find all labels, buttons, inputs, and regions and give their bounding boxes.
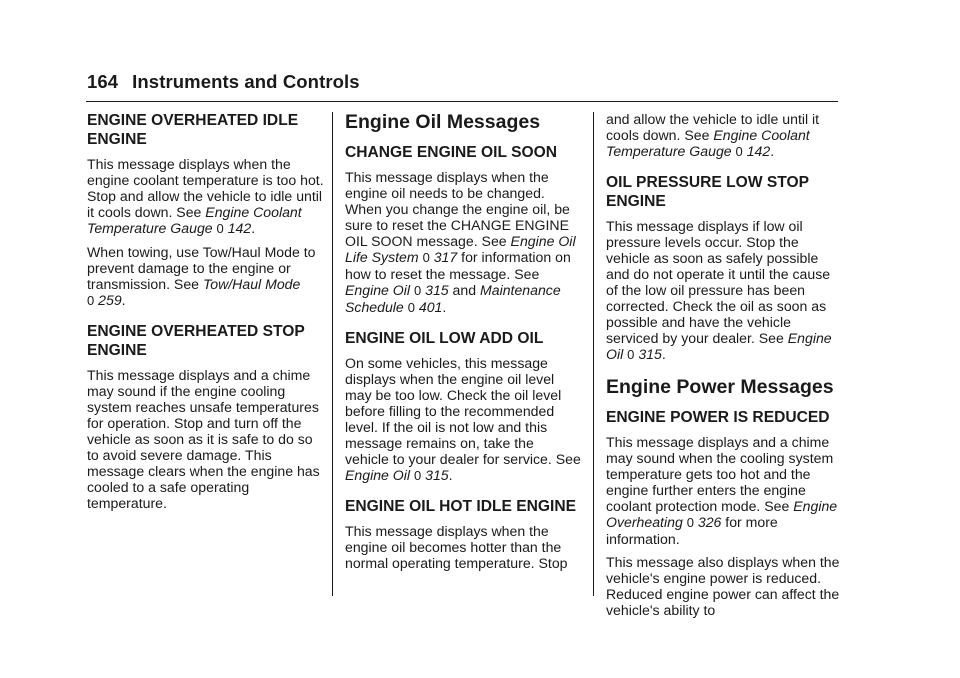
page-reference[interactable]: 142	[227, 220, 252, 236]
cross-reference-link[interactable]: Engine Coolant Temperature Gauge	[606, 127, 810, 159]
page-ref-icon: 0	[216, 221, 224, 236]
heading-change-engine-oil-soon: CHANGE ENGINE OIL SOON	[345, 144, 557, 161]
page-reference[interactable]: 315	[638, 346, 662, 362]
paragraph: This message displays and a chime may sound when the cooling system temperature gets too hot and the engine further enters the engine coolant protection mode. See Engine Overheating 0 326 for more information.	[606, 434, 838, 547]
page-reference[interactable]: 315	[425, 467, 449, 483]
page-reference[interactable]: 326	[697, 514, 722, 530]
page-ref-icon: 0	[413, 283, 422, 298]
heading-engine-power-reduced: ENGINE POWER IS REDUCED	[606, 409, 830, 426]
cross-reference-link[interactable]: Engine Coolant Temperature Gauge	[87, 204, 302, 236]
header-rule	[86, 101, 838, 102]
page-ref-icon: 0	[413, 468, 422, 483]
page-ref-icon: 0	[735, 144, 743, 159]
paragraph: When towing, use Tow/Haul Mode to prevent damage to the engine or transmission. See Tow/Haul Mode 0 259.	[87, 244, 316, 308]
page-ref-icon: 0	[627, 347, 635, 362]
paragraph: This message also displays when the vehicle's engine power is reduced. Reduced engine power can affect the vehicle's ability to	[606, 554, 840, 618]
paragraph: This message displays and a chime may sound if the engine cooling system reaches unsafe temperatures for operation. Stop and turn off the vehicle as soon as it is safe to do so to avoid severe damage. This message clears when the engine has cooled to a safe operating temperature.	[87, 367, 320, 511]
page-ref-icon: 0	[87, 293, 95, 308]
page-reference[interactable]: 259	[98, 292, 122, 308]
section-heading-engine-oil: Engine Oil Messages	[345, 111, 541, 133]
page-ref-icon: 0	[422, 250, 430, 265]
page-reference[interactable]: 142	[746, 143, 771, 159]
cross-reference-link[interactable]: Engine Oil	[606, 330, 832, 362]
cross-reference-link[interactable]: Tow/Haul Mode	[202, 276, 301, 292]
paragraph: This message displays when the engine oil becomes hotter than the normal operating temperature. Stop	[345, 523, 568, 571]
column-3	[606, 111, 842, 625]
heading-engine-oil-low: ENGINE OIL LOW ADD OIL	[345, 330, 544, 347]
page-ref-icon: 0	[686, 515, 694, 530]
page-number: 164	[87, 71, 119, 92]
cross-reference-link[interactable]: Maintenance Schedule	[345, 282, 561, 315]
heading-engine-overheated-stop: ENGINE OVERHEATED STOP ENGINE	[87, 323, 305, 359]
paragraph: This message displays if low oil pressure levels occur. Stop the vehicle as soon as safely possible and do not operate it until the cause of the low oil pressure has been corrected. Check the oil as soon as possible and have the vehicle serviced by your dealer. See Engine Oil 0 315.	[606, 218, 832, 362]
page-reference[interactable]: 401	[418, 299, 443, 315]
column-1	[87, 111, 325, 518]
page-ref-icon: 0	[407, 300, 415, 315]
column-divider-1	[332, 112, 333, 596]
paragraph: and allow the vehicle to idle until it cools down. See Engine Coolant Temperature Gauge 0 142.	[606, 111, 820, 159]
section-title: Instruments and Controls	[132, 71, 360, 92]
column-2	[345, 111, 581, 578]
page-header	[87, 71, 360, 93]
column-divider-2	[593, 112, 594, 596]
paragraph: This message displays when the engine coolant temperature is too hot. Stop and allow the vehicle to idle until it cools down. See Engine Coolant Temperature Gauge 0 142.	[87, 156, 324, 236]
cross-reference-link[interactable]: Engine Oil Life System	[345, 233, 576, 265]
section-heading-engine-power: Engine Power Messages	[606, 376, 834, 398]
cross-reference-link[interactable]: Engine Oil	[345, 282, 411, 298]
page-reference[interactable]: 315	[425, 282, 449, 298]
heading-engine-overheated-idle: ENGINE OVERHEATED IDLE ENGINE	[87, 112, 299, 148]
cross-reference-link[interactable]: Engine Oil	[345, 467, 411, 483]
page-reference[interactable]: 317	[433, 249, 458, 265]
cross-reference-link[interactable]: Engine Overheating	[606, 498, 838, 530]
heading-engine-oil-hot: ENGINE OIL HOT IDLE ENGINE	[345, 498, 577, 515]
paragraph: On some vehicles, this message displays when the engine oil level may be too low. Check the oil level before filling to the recommended level. If the oil is not low and this message remains on, take the vehicle to your dealer for service. See Engine Oil 0 315.	[345, 355, 581, 483]
heading-oil-pressure-low: OIL PRESSURE LOW STOP ENGINE	[606, 174, 809, 210]
paragraph: This message displays when the engine oil needs to be changed. When you change the engine oil, be sure to reset the CHANGE ENGINE OIL SOON message. See Engine Oil Life System 0 317 for information on how to reset the message. See Engine Oil 0 315 and Maintenance Schedule 0 401.	[345, 169, 576, 315]
